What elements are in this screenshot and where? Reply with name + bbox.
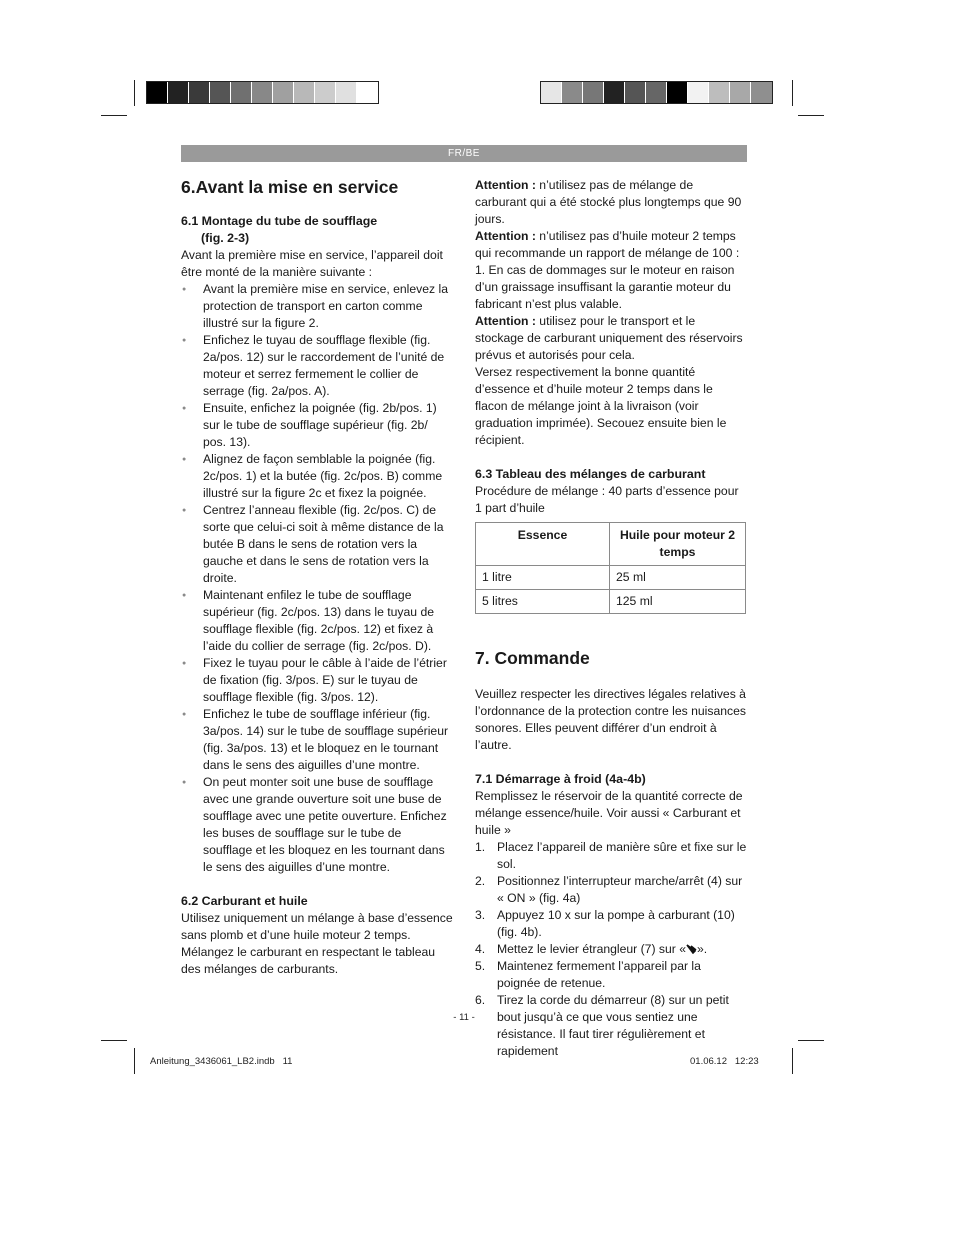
color-swatch [688, 82, 709, 103]
step-number: 4. [475, 942, 486, 956]
step-text: Mettez le levier étrangleur (7) sur « [497, 942, 686, 956]
color-swatch [189, 82, 210, 103]
list-item: ● Centrez l’anneau flexible (fig. 2c/pos. C) de sorte que celui-ci soit à même distance de la butée B dans le sens de rotation vers la gauche et dans le sens de rotation vers la droite. [181, 502, 453, 587]
color-swatch [541, 82, 562, 103]
color-swatch [147, 82, 168, 103]
attention-label: Attention : [475, 229, 536, 243]
section-7-heading: 7. Commande [475, 648, 590, 668]
attention-text: n’utilisez pas d’huile moteur 2 temps qui recommande un rapport de mélange de 100 : 1. En cas de dommages sur le moteur en raison d’un graissage insuffisant la garantie moteur du fabricant n’est plus valable. [475, 229, 740, 311]
color-swatch [252, 82, 273, 103]
crop-mark [101, 115, 127, 116]
color-swatch [357, 82, 378, 103]
mixing-table [475, 522, 746, 614]
list-item: ● Enfichez le tube de soufflage inférieur (fig. 3a/pos. 14) sur le tube de soufflage supérieur (fig. 3a/pos. 13) et le bloquez en le tournant dans le sens des aiguilles d’une montre. [181, 706, 453, 774]
assembly-steps-list [181, 281, 453, 876]
step-number: 2. [475, 874, 486, 888]
list-item: ● Fixez le tuyau pour le câble à l’aide de l’étrier de fixation (fig. 3/pos. E) sur le tuyau de soufflage flexible (fig. 3/pos. 12). [181, 655, 453, 706]
color-swatch [730, 82, 751, 103]
table-header-row [476, 523, 746, 566]
section-6-1-title: 6.1 Montage du tube de soufflage [181, 214, 378, 228]
color-bar-right [540, 81, 773, 104]
crop-mark [798, 115, 824, 116]
section-6-2-text: Utilisez uniquement un mélange à base d’essence sans plomb et d’une huile moteur 2 temps. Mélangez le carburant en respectant le tableau des mélanges de carburants. [181, 911, 453, 976]
color-bar-left [146, 81, 379, 104]
table-cell: 1 litre [476, 566, 610, 590]
section-6-1-heading [181, 213, 453, 247]
table-header: Huile pour moteur 2 temps [610, 523, 746, 566]
step-number: 3. [475, 908, 486, 922]
list-item: ● Alignez de façon semblable la poignée (fig. 2c/pos. 1) et la butée (fig. 2c/pos. B) comme illustré sur la figure 2c et fixez la poignée. [181, 451, 453, 502]
list-item [475, 958, 747, 992]
list-item [475, 941, 747, 958]
attention-note-3 [475, 313, 747, 364]
step-number: 1. [475, 840, 486, 854]
table-cell: 25 ml [610, 566, 746, 590]
color-swatch [210, 82, 231, 103]
attention-label: Attention : [475, 178, 536, 192]
color-swatch [273, 82, 294, 103]
list-item: ● Maintenant enfilez le tube de soufflage supérieur (fig. 2c/pos. 13) dans le tuyau de soufflage flexible (fig. 2c/pos. 12) et fixez à l’aide du collier de serrage (fig. 2c/pos. D). [181, 587, 453, 655]
table-header: Essence [476, 523, 610, 566]
color-swatch [646, 82, 667, 103]
color-swatch [336, 82, 357, 103]
cold-start-steps [475, 839, 747, 1060]
table-cell: 5 litres [476, 590, 610, 614]
attention-text: utilisez pour le transport et le stockage de carburant uniquement des réservoirs prévus et autorisés pour cela. [475, 314, 743, 362]
section-7-1-text: Remplissez le réservoir de la quantité correcte de mélange essence/huile. Voir aussi « Carburant et huile » [475, 789, 743, 837]
crop-mark [792, 1048, 793, 1074]
section-6-3-text: Procédure de mélange : 40 parts d’essence pour 1 part d’huile [475, 484, 739, 515]
attention-text: n’utilisez pas de mélange de carburant qui a été stocké plus longtemps que 90 jours. [475, 178, 742, 226]
language-band [181, 145, 747, 162]
step-number: 5. [475, 959, 486, 973]
list-item: ● On peut monter soit une buse de soufflage avec une grande ouverture soit une buse de soufflage avec une petite ouverture. Enfichez les buses de soufflage sur le tube de soufflage et les bloquez en les tournant dans le sens des aiguilles d’une montre. [181, 774, 453, 876]
right-column [475, 177, 747, 1060]
section-6-1-intro: Avant la première mise en service, l’appareil doit être monté de la manière suivante : [181, 248, 443, 279]
color-swatch [583, 82, 604, 103]
crop-mark [792, 80, 793, 106]
color-swatch [751, 82, 772, 103]
table-row [476, 566, 746, 590]
color-swatch [231, 82, 252, 103]
step-text-end: ». [696, 942, 708, 956]
list-item: ● Enfichez le tuyau de soufflage flexible (fig. 2a/pos. 12) sur le raccordement de l’unité de moteur et serrez fermement le collier de serrage (fig. 2a/pos. A). [181, 332, 453, 400]
section-7-1-heading: 7.1 Démarrage à froid (4a-4b) [475, 772, 646, 786]
color-swatch [625, 82, 646, 103]
table-cell: 125 ml [610, 590, 746, 614]
color-swatch [168, 82, 189, 103]
step-text: Positionnez l’interrupteur marche/arrêt (4) sur « ON » (fig. 4a) [497, 874, 743, 905]
table-row [476, 590, 746, 614]
attention-label: Attention : [475, 314, 536, 328]
choke-icon [686, 944, 697, 954]
list-item [475, 873, 747, 907]
section-6-1-subtitle: (fig. 2-3) [201, 231, 250, 245]
crop-mark [134, 80, 135, 106]
color-swatch [604, 82, 625, 103]
print-date: 01.06.12 12:23 [690, 1056, 759, 1067]
color-swatch [315, 82, 336, 103]
crop-mark [134, 1048, 135, 1074]
step-number: 6. [475, 993, 486, 1007]
attention-note-2 [475, 228, 747, 313]
color-swatch [709, 82, 730, 103]
file-info: Anleitung_3436061_LB2.indb 11 [150, 1056, 293, 1067]
color-swatch [562, 82, 583, 103]
list-item [475, 907, 747, 941]
attention-note-1 [475, 177, 747, 228]
list-item: ● Avant la première mise en service, enlevez la protection de transport en carton comme illustré sur la figure 2. [181, 281, 453, 332]
step-text: Tirez la corde du démarreur (8) sur un petit bout jusqu’à ce que vous sentiez une résistance. Il faut tirer régulièrement et rapidement [497, 993, 729, 1058]
left-column [181, 175, 453, 978]
section-6-2-heading: 6.2 Carburant et huile [181, 894, 308, 908]
list-item: ● Ensuite, enfichez la poignée (fig. 2b/pos. 1) sur le tube de soufflage supérieur (fig. 2b/ pos. 13). [181, 400, 453, 451]
step-text: Maintenez fermement l’appareil par la poignée de retenue. [497, 959, 701, 990]
language-label: FR/BE [448, 148, 480, 159]
list-item [475, 992, 747, 1060]
step-text: Placez l’appareil de manière sûre et fixe sur le sol. [497, 840, 747, 871]
crop-mark [101, 1040, 127, 1041]
pour-instructions: Versez respectivement la bonne quantité d’essence et d’huile moteur 2 temps dans le flacon de mélange joint à la livraison (voir graduation imprimée). Secouez ensuite bien le récipient. [475, 365, 727, 447]
page-number: - 11 - [453, 1012, 475, 1023]
color-swatch [667, 82, 688, 103]
section-6-3-heading: 6.3 Tableau des mélanges de carburant [475, 467, 706, 481]
crop-mark [798, 1040, 824, 1041]
section-6-heading: 6.Avant la mise en service [181, 177, 399, 197]
list-item [475, 839, 747, 873]
section-7-text: Veuillez respecter les directives légales relatives à l’ordonnance de la protection contre les nuisances sonores. Elles peuvent différer d’un endroit à l’autre. [475, 687, 747, 752]
step-text: Appuyez 10 x sur la pompe à carburant (10) (fig. 4b). [497, 908, 735, 939]
color-swatch [294, 82, 315, 103]
